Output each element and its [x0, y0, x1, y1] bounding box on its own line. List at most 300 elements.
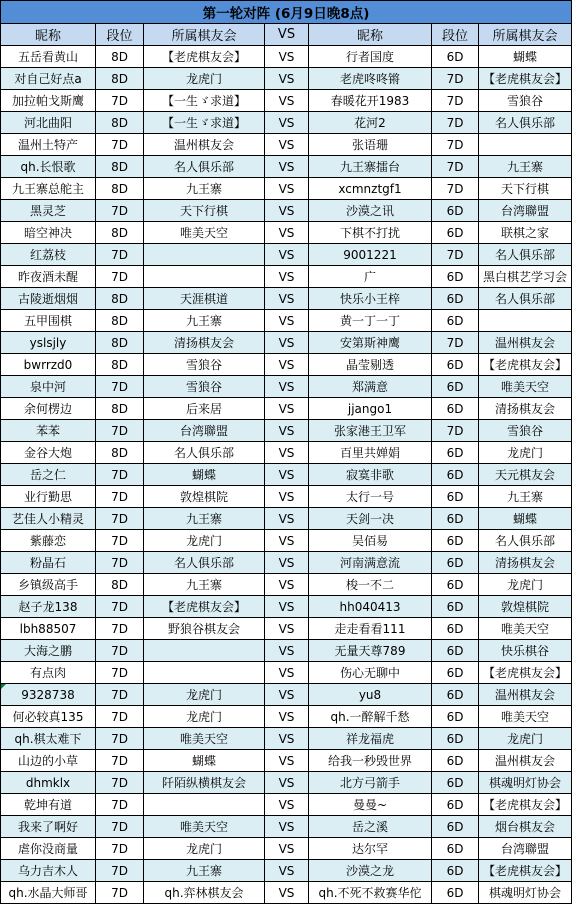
- player1-rank: 8D: [96, 398, 144, 420]
- player1-nickname: 粉晶石: [1, 552, 96, 574]
- player2-rank: 6D: [432, 816, 479, 838]
- table-row: [1, 750, 572, 772]
- player2-rank: 6D: [432, 464, 479, 486]
- player1-club: 【一生ゞ求道】: [144, 90, 265, 112]
- player1-rank: 7D: [96, 882, 144, 904]
- player2-club: 九王寨: [479, 486, 572, 508]
- player2-nickname: 张语珊: [309, 134, 432, 156]
- vs-label: VS: [265, 662, 309, 684]
- player2-nickname: jjango1: [309, 398, 432, 420]
- player1-rank: 8D: [96, 354, 144, 376]
- player2-club: 【老虎棋友会】: [479, 354, 572, 376]
- vs-label: VS: [265, 288, 309, 310]
- player2-nickname: 九王寨擂台: [309, 156, 432, 178]
- player2-nickname: 9001221: [309, 244, 432, 266]
- player2-rank: 6D: [432, 574, 479, 596]
- player1-club: 唯美天空: [144, 816, 265, 838]
- player2-nickname: 河南满意流: [309, 552, 432, 574]
- player1-club: 蝴蝶: [144, 750, 265, 772]
- table-row: [1, 662, 572, 684]
- player2-rank: 6D: [432, 200, 479, 222]
- player1-rank: 7D: [96, 200, 144, 222]
- player1-club: 唯美天空: [144, 222, 265, 244]
- table-row: [1, 266, 572, 288]
- player1-nickname: lbh88507: [1, 618, 96, 640]
- player1-nickname: 余何楞边: [1, 398, 96, 420]
- player2-rank: 6D: [432, 376, 479, 398]
- player2-rank: 6D: [432, 508, 479, 530]
- player1-club: [144, 794, 265, 816]
- player1-nickname: 乾坤有道: [1, 794, 96, 816]
- vs-label: VS: [265, 882, 309, 904]
- table-row: [1, 178, 572, 200]
- vs-label: VS: [265, 222, 309, 244]
- table-row: [1, 860, 572, 882]
- player2-nickname: 黄一丁一丁: [309, 310, 432, 332]
- player2-club: 棋魂明灯协会: [479, 772, 572, 794]
- player2-nickname: 安第斯神鹰: [309, 332, 432, 354]
- player2-nickname: 下棋不打扰: [309, 222, 432, 244]
- player1-rank: 7D: [96, 508, 144, 530]
- vs-label: VS: [265, 420, 309, 442]
- player1-nickname: 河北曲阳: [1, 112, 96, 134]
- player1-nickname: 金谷大炮: [1, 442, 96, 464]
- player2-nickname: yu8: [309, 684, 432, 706]
- player2-nickname: qh.一醉解千愁: [309, 706, 432, 728]
- player2-club: 雪狼谷: [479, 420, 572, 442]
- vs-label: VS: [265, 398, 309, 420]
- player1-nickname: 泉中河: [1, 376, 96, 398]
- header-vs: VS: [265, 24, 309, 46]
- player1-club: 清扬棋友会: [144, 332, 265, 354]
- player2-rank: 7D: [432, 178, 479, 200]
- player1-club: 雪狼谷: [144, 354, 265, 376]
- vs-label: VS: [265, 750, 309, 772]
- player1-nickname: 赵子龙138: [1, 596, 96, 618]
- player2-rank: 6D: [432, 728, 479, 750]
- player2-nickname: 百里共婵娟: [309, 442, 432, 464]
- player1-rank: 8D: [96, 178, 144, 200]
- table-row: [1, 134, 572, 156]
- player2-nickname: 梭一不二: [309, 574, 432, 596]
- player1-club: 温州棋友会: [144, 134, 265, 156]
- player1-rank: 7D: [96, 90, 144, 112]
- table-row: [1, 310, 572, 332]
- table-row: [1, 728, 572, 750]
- player2-nickname: 广: [309, 266, 432, 288]
- player1-rank: 7D: [96, 794, 144, 816]
- player1-nickname: qh.长恨歌: [1, 156, 96, 178]
- player2-rank: 6D: [432, 222, 479, 244]
- vs-label: VS: [265, 816, 309, 838]
- player1-nickname: 乡镇级高手: [1, 574, 96, 596]
- table-row: [1, 332, 572, 354]
- player1-nickname: 有点肉: [1, 662, 96, 684]
- player2-nickname: 达尔罕: [309, 838, 432, 860]
- player1-club: 名人俱乐部: [144, 156, 265, 178]
- table-row: [1, 882, 572, 904]
- player2-club: 温州棋友会: [479, 684, 572, 706]
- player1-club: 【一生ゞ求道】: [144, 112, 265, 134]
- vs-label: VS: [265, 596, 309, 618]
- player1-rank: 8D: [96, 332, 144, 354]
- player2-club: 名人俱乐部: [479, 112, 572, 134]
- player2-club: 黑白棋艺学习会: [479, 266, 572, 288]
- player2-club: 棋魂明灯协会: [479, 882, 572, 904]
- table-row: [1, 112, 572, 134]
- player1-nickname: 五甲围棋: [1, 310, 96, 332]
- player2-nickname: 春暖花开1983: [309, 90, 432, 112]
- player2-club: 烟台棋友会: [479, 816, 572, 838]
- player1-club: 蝴蝶: [144, 464, 265, 486]
- vs-label: VS: [265, 838, 309, 860]
- player2-rank: 6D: [432, 486, 479, 508]
- player2-nickname: 花河2: [309, 112, 432, 134]
- player1-club: 名人俱乐部: [144, 442, 265, 464]
- player1-rank: 8D: [96, 574, 144, 596]
- player1-club: 【老虎棋友会】: [144, 596, 265, 618]
- player2-club: 联棋之家: [479, 222, 572, 244]
- vs-label: VS: [265, 134, 309, 156]
- player2-rank: 6D: [432, 596, 479, 618]
- table-row: [1, 706, 572, 728]
- player2-rank: 6D: [432, 794, 479, 816]
- header-club-left: 所属棋友会: [144, 24, 265, 46]
- player1-nickname: 我来了啊好: [1, 816, 96, 838]
- player1-club: 九王寨: [144, 508, 265, 530]
- vs-label: VS: [265, 244, 309, 266]
- player2-club: 雪狼谷: [479, 90, 572, 112]
- table-row: [1, 684, 572, 706]
- player1-nickname: 九王寨总舵主: [1, 178, 96, 200]
- player2-club: 龙虎门: [479, 442, 572, 464]
- player1-nickname: 乌力吉木人: [1, 860, 96, 882]
- player2-club: 龙虎门: [479, 728, 572, 750]
- player2-club: 【老虎棋友会】: [479, 68, 572, 90]
- vs-label: VS: [265, 618, 309, 640]
- player1-rank: 7D: [96, 376, 144, 398]
- header-club-right: 所属棋友会: [479, 24, 572, 46]
- player1-nickname: 昨夜酒未醒: [1, 266, 96, 288]
- player1-rank: 7D: [96, 750, 144, 772]
- player2-rank: 7D: [432, 90, 479, 112]
- vs-label: VS: [265, 354, 309, 376]
- player2-nickname: 行者国度: [309, 46, 432, 68]
- vs-label: VS: [265, 508, 309, 530]
- player1-club: 天涯棋道: [144, 288, 265, 310]
- player1-rank: 7D: [96, 640, 144, 662]
- table-title: 第一轮对阵 (6月9日晚8点): [1, 1, 572, 24]
- player2-club: [479, 310, 572, 332]
- player1-nickname: 五岳看黄山: [1, 46, 96, 68]
- player1-club: 龙虎门: [144, 838, 265, 860]
- player2-rank: 7D: [432, 134, 479, 156]
- player1-rank: 7D: [96, 684, 144, 706]
- player1-nickname: 岳之仁: [1, 464, 96, 486]
- player2-nickname: 走走看看111: [309, 618, 432, 640]
- player1-rank: 7D: [96, 486, 144, 508]
- player1-rank: 7D: [96, 706, 144, 728]
- table-row: [1, 46, 572, 68]
- player2-rank: 6D: [432, 684, 479, 706]
- player1-rank: 8D: [96, 222, 144, 244]
- player1-club: 阡陌纵横棋友会: [144, 772, 265, 794]
- player2-club: 【老虎棋友会】: [479, 794, 572, 816]
- player2-nickname: 曼曼~: [309, 794, 432, 816]
- table-row: [1, 794, 572, 816]
- player2-rank: 7D: [432, 332, 479, 354]
- player1-rank: 8D: [96, 442, 144, 464]
- vs-label: VS: [265, 772, 309, 794]
- player2-nickname: 晶莹剔透: [309, 354, 432, 376]
- player1-club: 九王寨: [144, 178, 265, 200]
- table-row: [1, 354, 572, 376]
- vs-label: VS: [265, 266, 309, 288]
- vs-label: VS: [265, 332, 309, 354]
- player2-nickname: 祥龙福虎: [309, 728, 432, 750]
- player2-rank: 7D: [432, 112, 479, 134]
- player1-nickname: 业行勤思: [1, 486, 96, 508]
- table-row: [1, 486, 572, 508]
- player1-rank: 8D: [96, 46, 144, 68]
- player1-club: 后来居: [144, 398, 265, 420]
- player2-nickname: 岳之溪: [309, 816, 432, 838]
- player1-club: [144, 662, 265, 684]
- player2-nickname: qh.不死不救赛华佗: [309, 882, 432, 904]
- player1-rank: 8D: [96, 68, 144, 90]
- player1-nickname: 黑灵芝: [1, 200, 96, 222]
- player2-rank: 7D: [432, 68, 479, 90]
- player1-nickname: 大海之鹏: [1, 640, 96, 662]
- player2-club: 天元棋友会: [479, 464, 572, 486]
- player1-club: 敦煌棋院: [144, 486, 265, 508]
- player1-rank: 8D: [96, 310, 144, 332]
- player2-rank: 7D: [432, 420, 479, 442]
- player1-club: 名人俱乐部: [144, 552, 265, 574]
- table-row: [1, 90, 572, 112]
- table-row: [1, 156, 572, 178]
- player2-rank: 6D: [432, 772, 479, 794]
- table-row: [1, 530, 572, 552]
- player2-nickname: 寂寞非歌: [309, 464, 432, 486]
- player1-nickname: 9328738: [1, 684, 96, 706]
- player2-rank: 6D: [432, 838, 479, 860]
- table-row: [1, 596, 572, 618]
- player1-nickname: 对自己好点a: [1, 68, 96, 90]
- player1-nickname: qh.水晶大师哥: [1, 882, 96, 904]
- player2-club: [479, 134, 572, 156]
- player1-club: 【老虎棋友会】: [144, 46, 265, 68]
- player2-rank: 6D: [432, 266, 479, 288]
- player2-rank: 6D: [432, 750, 479, 772]
- table-row: [1, 200, 572, 222]
- vs-label: VS: [265, 112, 309, 134]
- player2-club: 【老虎棋友会】: [479, 860, 572, 882]
- player2-rank: 7D: [432, 244, 479, 266]
- table-row: [1, 618, 572, 640]
- player2-rank: 6D: [432, 288, 479, 310]
- vs-label: VS: [265, 200, 309, 222]
- vs-label: VS: [265, 310, 309, 332]
- player1-nickname: 紫藤恋: [1, 530, 96, 552]
- vs-label: VS: [265, 156, 309, 178]
- table-row: [1, 838, 572, 860]
- player1-club: 台湾聯盟: [144, 420, 265, 442]
- player2-club: 【老虎棋友会】: [479, 662, 572, 684]
- vs-label: VS: [265, 68, 309, 90]
- player1-club: 龙虎门: [144, 530, 265, 552]
- player2-club: 温州棋友会: [479, 332, 572, 354]
- player2-nickname: 无量天尊789: [309, 640, 432, 662]
- player1-club: 龙虎门: [144, 684, 265, 706]
- player1-rank: 7D: [96, 530, 144, 552]
- player1-nickname: 何必较真135: [1, 706, 96, 728]
- player2-rank: 6D: [432, 618, 479, 640]
- player1-rank: 8D: [96, 112, 144, 134]
- table-row: [1, 68, 572, 90]
- vs-label: VS: [265, 684, 309, 706]
- player1-rank: 7D: [96, 244, 144, 266]
- player2-club: 蝴蝶: [479, 508, 572, 530]
- player2-club: 唯美天空: [479, 618, 572, 640]
- vs-label: VS: [265, 90, 309, 112]
- player2-nickname: 郑满意: [309, 376, 432, 398]
- player2-nickname: 沙漠之龙: [309, 860, 432, 882]
- player1-rank: 7D: [96, 552, 144, 574]
- player2-club: 唯美天空: [479, 706, 572, 728]
- player1-rank: 7D: [96, 420, 144, 442]
- player1-rank: 7D: [96, 134, 144, 156]
- table-row: [1, 816, 572, 838]
- table-row: [1, 640, 572, 662]
- player2-club: 龙虎门: [479, 574, 572, 596]
- player1-rank: 7D: [96, 838, 144, 860]
- table-row: [1, 508, 572, 530]
- table-row: [1, 244, 572, 266]
- table-row: [1, 442, 572, 464]
- player2-nickname: 吴佰易: [309, 530, 432, 552]
- header-row: [1, 24, 572, 46]
- player2-club: 九王寨: [479, 156, 572, 178]
- player1-nickname: 红荔枝: [1, 244, 96, 266]
- player2-rank: 6D: [432, 882, 479, 904]
- player2-rank: 6D: [432, 442, 479, 464]
- vs-label: VS: [265, 552, 309, 574]
- player2-rank: 6D: [432, 530, 479, 552]
- player1-club: 龙虎门: [144, 68, 265, 90]
- player2-club: 敦煌棋院: [479, 596, 572, 618]
- player2-rank: 6D: [432, 662, 479, 684]
- player2-club: 台湾聯盟: [479, 200, 572, 222]
- table-row: [1, 376, 572, 398]
- vs-label: VS: [265, 706, 309, 728]
- player2-rank: 6D: [432, 46, 479, 68]
- player1-nickname: 山边的小草: [1, 750, 96, 772]
- player2-nickname: xcmnztgf1: [309, 178, 432, 200]
- player2-rank: 6D: [432, 310, 479, 332]
- player1-nickname: 苯苯: [1, 420, 96, 442]
- vs-label: VS: [265, 46, 309, 68]
- player1-rank: 7D: [96, 816, 144, 838]
- player1-rank: 7D: [96, 860, 144, 882]
- player1-club: 天下行棋: [144, 200, 265, 222]
- player1-nickname: 温州土特产: [1, 134, 96, 156]
- player1-nickname: bwrrzd0: [1, 354, 96, 376]
- player2-nickname: 张家港王卫军: [309, 420, 432, 442]
- table-row: [1, 772, 572, 794]
- table-row: [1, 574, 572, 596]
- player1-nickname: 暗空神决: [1, 222, 96, 244]
- player2-nickname: 给我一秒毁世界: [309, 750, 432, 772]
- player1-club: 九王寨: [144, 860, 265, 882]
- player1-rank: 7D: [96, 464, 144, 486]
- player1-nickname: 加拉帕戈斯鹰: [1, 90, 96, 112]
- player1-nickname: 艺佳人小精灵: [1, 508, 96, 530]
- player1-club: [144, 266, 265, 288]
- header-rank-left: 段位: [96, 24, 144, 46]
- player2-club: 清扬棋友会: [479, 398, 572, 420]
- player1-nickname: qh.棋太难下: [1, 728, 96, 750]
- player2-club: 唯美天空: [479, 376, 572, 398]
- player1-rank: 8D: [96, 288, 144, 310]
- player2-rank: 6D: [432, 398, 479, 420]
- player1-club: [144, 244, 265, 266]
- player1-nickname: 古陵逝烟烟: [1, 288, 96, 310]
- player1-nickname: 虐你没商量: [1, 838, 96, 860]
- player1-club: 龙虎门: [144, 706, 265, 728]
- player1-club: [144, 640, 265, 662]
- player2-nickname: 老虎咚咚锵: [309, 68, 432, 90]
- header-rank-right: 段位: [432, 24, 479, 46]
- player2-nickname: 北方弓箭手: [309, 772, 432, 794]
- table-row: [1, 464, 572, 486]
- player2-club: 名人俱乐部: [479, 288, 572, 310]
- player1-nickname: yslsjly: [1, 332, 96, 354]
- player1-rank: 7D: [96, 596, 144, 618]
- player2-rank: 6D: [432, 552, 479, 574]
- table-row: [1, 398, 572, 420]
- player2-nickname: 沙漠之讯: [309, 200, 432, 222]
- player2-rank: 6D: [432, 860, 479, 882]
- player2-rank: 7D: [432, 156, 479, 178]
- vs-label: VS: [265, 860, 309, 882]
- vs-label: VS: [265, 486, 309, 508]
- table-row: [1, 552, 572, 574]
- vs-label: VS: [265, 442, 309, 464]
- player1-nickname: dhmklx: [1, 772, 96, 794]
- player2-club: 蝴蝶: [479, 46, 572, 68]
- player1-rank: 7D: [96, 618, 144, 640]
- player2-rank: 6D: [432, 706, 479, 728]
- player1-rank: 7D: [96, 728, 144, 750]
- table-row: [1, 222, 572, 244]
- player1-rank: 7D: [96, 772, 144, 794]
- table-row: [1, 288, 572, 310]
- player2-nickname: hh040413: [309, 596, 432, 618]
- player2-rank: 6D: [432, 354, 479, 376]
- player2-club: 快乐棋谷: [479, 640, 572, 662]
- player2-nickname: 伤心无聊中: [309, 662, 432, 684]
- player2-nickname: 天剑一决: [309, 508, 432, 530]
- player1-rank: 7D: [96, 266, 144, 288]
- player2-club: 名人俱乐部: [479, 530, 572, 552]
- vs-label: VS: [265, 728, 309, 750]
- vs-label: VS: [265, 640, 309, 662]
- player1-club: 九王寨: [144, 310, 265, 332]
- player2-club: 天下行棋: [479, 178, 572, 200]
- player2-rank: 6D: [432, 640, 479, 662]
- vs-label: VS: [265, 464, 309, 486]
